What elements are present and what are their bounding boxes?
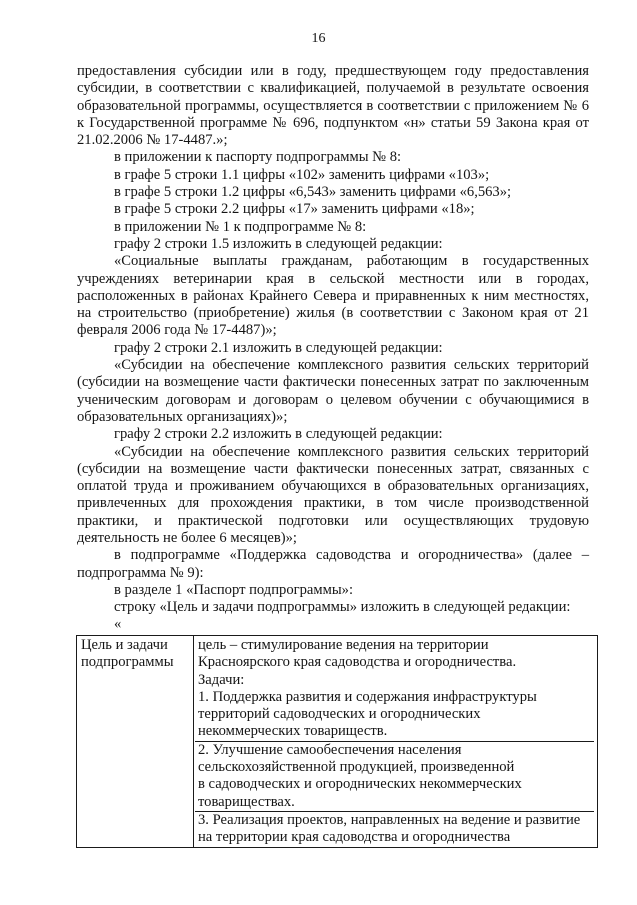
table-cell-line: 2. Улучшение самообеспечения населения bbox=[195, 741, 594, 759]
paragraph-list bbox=[77, 63, 589, 617]
table-cell-label: Цель и задачи подпрограммы bbox=[77, 636, 194, 848]
table-cell-content bbox=[194, 636, 598, 848]
paragraph: графу 2 строки 1.5 изложить в следующей редакции: bbox=[114, 235, 443, 252]
paragraph: графу 2 строки 2.1 изложить в следующей редакции: bbox=[114, 339, 443, 356]
table-cell-line: цель – стимулирование ведения на территории bbox=[198, 637, 489, 653]
table-cell-line: Задачи: bbox=[198, 671, 245, 688]
paragraph: в приложении к паспорту подпрограммы № 8: bbox=[114, 149, 402, 166]
page-number: 16 bbox=[311, 31, 326, 46]
paragraph: «Социальные выплаты гражданам, работающим в государственных учреждениях ветеринарии края в сельской местности или в городах, расположенных в районах Крайнего Севера и приравненных к ним местностях, на строительство (приобретение) жилья (в соответствии с Законом края от 21 февраля 2006 года № 17-4487)»; bbox=[77, 253, 589, 339]
table-cell-line: 3. Реализация проектов, направленных на ведение и развитие bbox=[195, 811, 594, 829]
paragraph: в графе 5 строки 1.1 цифры «102» заменить цифрами «103»; bbox=[114, 166, 490, 183]
paragraph: в разделе 1 «Паспорт подпрограммы»: bbox=[114, 581, 354, 598]
table-cell-line: товариществах. bbox=[198, 793, 295, 810]
table-cell-line: 1. Поддержка развития и содержания инфраструктуры bbox=[198, 688, 537, 705]
table-cell-line: некоммерческих товариществ. bbox=[198, 723, 388, 740]
paragraph: в подпрограмме «Поддержка садоводства и огородничества» (далее – подпрограмма № 9): bbox=[77, 547, 589, 581]
paragraph: в графе 5 строки 1.2 цифры «6,543» заменить цифрами «6,563»; bbox=[114, 184, 512, 201]
paragraph: предоставления субсидии или в году, предшествующем году предоставления субсидии, в соответствии с квалификацией, получаемой в результате освоения образовательной программы, осуществляется в соответствии с приложением № 6 к Государственной программе № 696, подпунктом «н» статьи 59 Закона края от 21.02.2006 № 17-4487.»; bbox=[77, 63, 589, 149]
document-body bbox=[77, 63, 589, 632]
table-cell-line: в садоводческих и огороднических некоммерческих bbox=[198, 776, 522, 793]
table-row bbox=[77, 636, 598, 848]
paragraph: «Субсидии на обеспечение комплексного развития сельских территорий (субсидии на возмещение части фактически понесенных затрат, связанных с оплатой труда и проживанием обучающихся в образовательных организациях, привлеченных для прохождения практики, в том числе производственной практики, и практической подготовки или осуществляющих трудовую деятельность не более 6 месяцев)»; bbox=[77, 443, 589, 547]
table-cell-line: сельскохозяйственной продукцией, произведенной bbox=[198, 759, 515, 776]
passport-table bbox=[76, 635, 598, 848]
paragraph: строку «Цель и задачи подпрограммы» изложить в следующей редакции: bbox=[114, 599, 571, 616]
paragraph: в приложении № 1 к подпрограмме № 8: bbox=[114, 218, 367, 235]
paragraph: «Субсидии на обеспечение комплексного развития сельских территорий (субсидии на возмещение части фактически понесенных затрат по заключенным ученическим договорам и договорам о целевом обучении с обучающимися в образовательных организациях)»; bbox=[77, 357, 589, 425]
table-cell-line: территорий садоводческих и огороднических bbox=[198, 706, 481, 723]
table-cell-line: Красноярского края садоводства и огородничества. bbox=[198, 654, 517, 671]
paragraph: в графе 5 строки 2.2 цифры «17» заменить цифрами «18»; bbox=[114, 201, 475, 218]
paragraph: графу 2 строки 2.2 изложить в следующей редакции: bbox=[114, 426, 443, 443]
opening-quote: « bbox=[114, 615, 122, 632]
table-cell-line: на территории края садоводства и огородничества bbox=[198, 829, 511, 846]
